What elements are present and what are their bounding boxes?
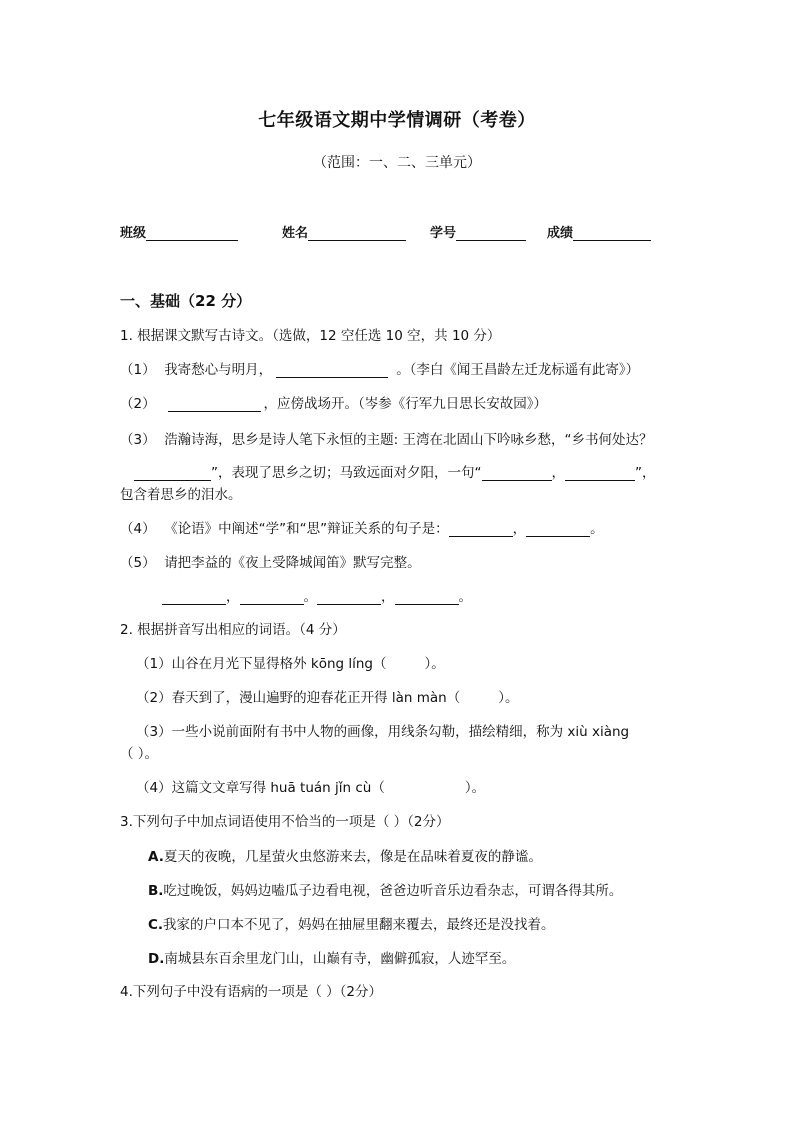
class-blank: [146, 226, 238, 241]
question-2-stem: 2. 根据拼音写出相应的词语。（4 分）: [120, 622, 346, 638]
question-1-item-1: [120, 358, 639, 378]
option-text: 我家的户口本不见了，妈妈在抽屉里翻来覆去，最终还是没找着。: [163, 917, 555, 933]
item-text: ，: [226, 589, 240, 605]
answer-blank: [317, 589, 381, 605]
question-1-item-3: [120, 428, 653, 448]
question-2-item-2: [136, 686, 518, 706]
score-field: [547, 222, 651, 241]
question-2-item-1: [136, 652, 445, 672]
name-field: [282, 222, 406, 241]
option-label: D.: [148, 951, 165, 967]
item-text: 。（李白《闻王昌龄左迁龙标遥有此寄》）: [396, 362, 640, 378]
item-text: ，应傍战场开。（岑参《行军九日思长安故园》）: [263, 396, 547, 412]
question-3-option-a: [148, 845, 542, 865]
option-label: B.: [148, 883, 164, 899]
item-text: ，: [551, 465, 565, 481]
option-label: C.: [148, 917, 164, 933]
question-1-stem: 1. 根据课文默写古诗文。（选做，12 空任选 10 空，共 10 分）: [120, 328, 501, 344]
answer-blank: [482, 465, 552, 481]
answer-blank: [162, 589, 226, 605]
item-text: 。: [590, 521, 604, 537]
item-text: ）。: [464, 780, 486, 796]
item-text: ”，: [635, 465, 656, 481]
answer-blank: [526, 521, 590, 537]
item-text: ，: [381, 589, 395, 605]
item-text: 我寄愁心与明月，: [164, 362, 273, 378]
item-text: （1）山谷在月光下显得格外 kōng líng（: [136, 656, 387, 672]
item-text: ”，表现了思乡之切；马致远面对夕阳，一句“: [211, 465, 482, 481]
item-text: 《论语》中阐述“学”和“思”辩证关系的句子是：: [164, 521, 449, 537]
question-1-item-4: [120, 517, 604, 537]
item-text: ）。: [498, 690, 519, 706]
question-3-option-d: [148, 947, 515, 967]
answer-blank: [168, 396, 261, 412]
option-text: 吃过晚饭，妈妈边嗑瓜子边看电视，爸爸边听音乐边看杂志，可谓各得其所。: [163, 883, 623, 899]
answer-blank: [134, 465, 211, 481]
option-text: 夏天的夜晚，几星萤火虫悠游来去，像是在品味着夏夜的静谧。: [163, 849, 542, 865]
id-blank: [456, 226, 526, 241]
option-label: A.: [148, 849, 164, 865]
item-number: （3）: [120, 432, 156, 448]
answer-blank: [449, 521, 513, 537]
answer-blank: [276, 362, 388, 378]
item-text: ，: [512, 521, 527, 537]
item-text: （2）春天到了，漫山遍野的迎春花正开得 làn màn（: [136, 690, 461, 706]
question-3-option-b: [148, 879, 622, 899]
question-2-item-3: （3）一些小说前面附有书中人物的画像，用线条勾勒，描绘精细，称为 xiù xiàng: [136, 724, 630, 740]
answer-blank: [395, 589, 459, 605]
question-1-item-5: [120, 551, 421, 571]
page-title: 七年级语文期中学情调研（考卷）: [258, 110, 536, 131]
item-text: （4）这篇文文章写得 huā tuán jǐn cù（: [136, 780, 385, 796]
option-text: 南城县东百余里龙门山，山巅有寺，幽僻孤寂，人迹罕至。: [164, 951, 516, 967]
question-1-item-3-end: 包含着思乡的泪水。: [120, 487, 242, 503]
id-field: [430, 222, 526, 241]
item-number: （2）: [120, 396, 156, 412]
answer-blank: [565, 465, 635, 481]
section-heading-basics: 一、基础（22 分）: [120, 292, 252, 310]
item-number: （1）: [120, 362, 156, 378]
item-text: 浩瀚诗海，思乡是诗人笔下永恒的主题: 王湾在北固山下吟咏乡愁，“乡书何处达？: [164, 432, 653, 448]
score-blank: [573, 226, 651, 241]
question-1-item-5-blanks: [162, 585, 472, 605]
class-label: 班级: [120, 226, 147, 241]
question-1-item-3-cont: [134, 461, 656, 481]
question-3-option-c: [148, 913, 555, 933]
id-label: 学号: [430, 226, 457, 241]
name-blank: [308, 226, 406, 241]
page-subtitle: （范围：一、二、三单元）: [313, 155, 481, 171]
item-text: ）。: [424, 656, 445, 672]
class-field: [120, 222, 238, 241]
score-label: 成绩: [547, 226, 574, 241]
question-4-stem: 4.下列句子中没有语病的一项是（ ）（2分）: [120, 984, 383, 1000]
answer-blank: [240, 589, 304, 605]
item-number: （5）: [120, 555, 156, 571]
question-2-item-3-cont: （ ）。: [120, 746, 159, 762]
name-label: 姓名: [282, 226, 309, 241]
item-text: 。: [458, 589, 472, 605]
item-text: 请把李益的《夜上受降城闻笛》默写完整。: [164, 555, 421, 571]
item-text: 。: [303, 589, 317, 605]
question-2-item-4: [136, 776, 485, 796]
question-3-stem: 3.下列句子中加点词语使用不恰当的一项是（ ）（2分）: [120, 814, 450, 830]
item-number: （4）: [120, 521, 156, 537]
question-1-item-2: [120, 392, 547, 412]
